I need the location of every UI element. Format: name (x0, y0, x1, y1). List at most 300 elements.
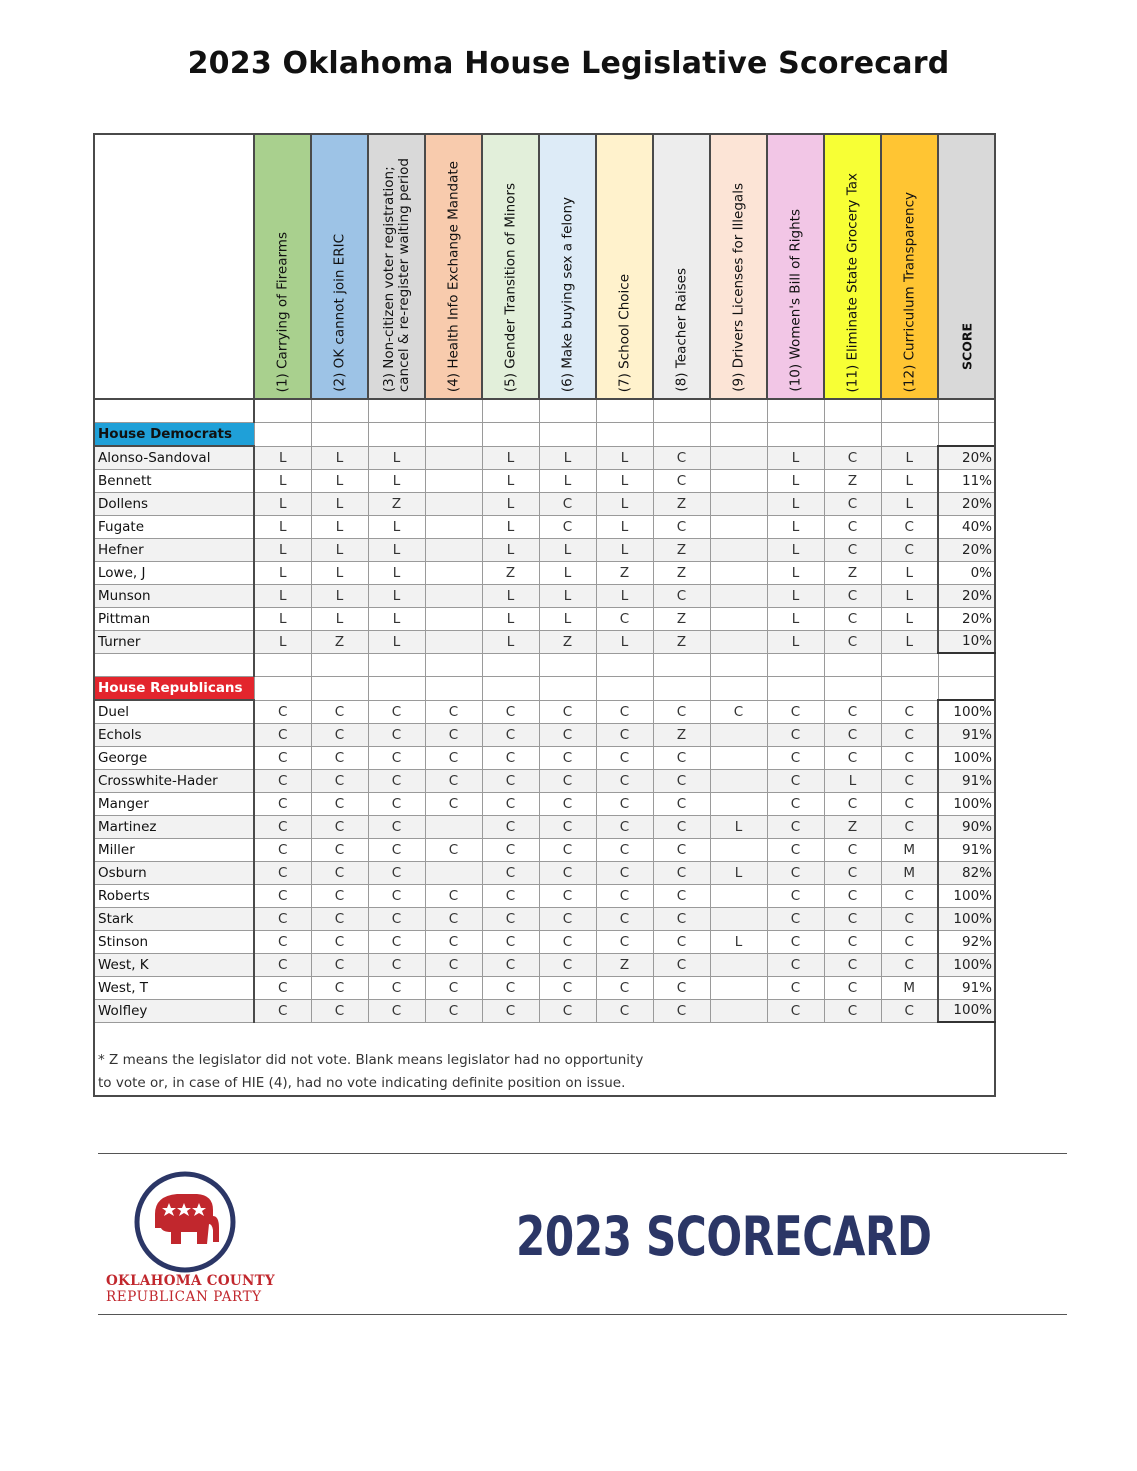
vote-cell: C (539, 515, 596, 538)
vote-cell: C (539, 884, 596, 907)
table-row (94, 815, 995, 838)
vote-cell: C (824, 907, 881, 930)
vote-cell: C (596, 607, 653, 630)
vote-cell: C (254, 907, 311, 930)
vote-cell (425, 515, 482, 538)
vote-cell: L (881, 561, 938, 584)
elephant-logo-icon (133, 1170, 237, 1274)
vote-cell: C (482, 769, 539, 792)
vote-cell: Z (311, 630, 368, 653)
vote-cell: C (539, 930, 596, 953)
score-cell: 90% (938, 815, 995, 838)
vote-cell: C (482, 884, 539, 907)
logo-text-line1: OKLAHOMA COUNTY (106, 1273, 275, 1289)
vote-cell: C (881, 700, 938, 723)
legislator-name: Stinson (94, 930, 254, 953)
vote-cell: L (482, 492, 539, 515)
vote-cell: C (425, 769, 482, 792)
vote-cell: C (368, 976, 425, 999)
score-cell: 20% (938, 538, 995, 561)
vote-cell (425, 861, 482, 884)
table-row (94, 907, 995, 930)
vote-cell: C (824, 953, 881, 976)
vote-cell: C (368, 723, 425, 746)
legislator-name: Osburn (94, 861, 254, 884)
vote-cell: C (767, 953, 824, 976)
vote-cell: L (596, 538, 653, 561)
issue-label: (8) Teacher Raises (673, 268, 689, 392)
footnote-line-2: to vote or, in case of HIE (4), had no vote indicating definite position on issue. (98, 1075, 626, 1091)
vote-cell: C (425, 907, 482, 930)
vote-cell: Z (653, 561, 710, 584)
vote-cell (710, 953, 767, 976)
vote-cell: L (254, 469, 311, 492)
section-label-republicans: House Republicans (95, 677, 254, 700)
vote-cell: C (368, 999, 425, 1022)
legislator-name: Pittman (94, 607, 254, 630)
vote-cell: L (254, 630, 311, 653)
vote-cell: C (539, 723, 596, 746)
vote-cell: C (482, 907, 539, 930)
vote-cell (710, 976, 767, 999)
vote-cell: L (881, 584, 938, 607)
vote-cell: C (653, 953, 710, 976)
vote-cell: C (311, 792, 368, 815)
vote-cell (425, 607, 482, 630)
legislator-name: Fugate (94, 515, 254, 538)
vote-cell: C (311, 861, 368, 884)
vote-cell: Z (596, 953, 653, 976)
vote-cell: C (881, 953, 938, 976)
vote-cell: C (425, 953, 482, 976)
vote-cell: C (596, 838, 653, 861)
vote-cell: C (425, 700, 482, 723)
legislator-name: West, K (94, 953, 254, 976)
vote-cell: L (368, 630, 425, 653)
vote-cell: C (254, 815, 311, 838)
vote-cell: L (881, 446, 938, 469)
vote-cell: Z (368, 492, 425, 515)
vote-cell: C (653, 976, 710, 999)
vote-cell (710, 907, 767, 930)
vote-cell: C (482, 930, 539, 953)
vote-cell: C (311, 700, 368, 723)
vote-cell: C (368, 700, 425, 723)
vote-cell (425, 469, 482, 492)
table-row (94, 884, 995, 907)
vote-cell: C (425, 792, 482, 815)
vote-cell: C (254, 769, 311, 792)
issue-label: (12) Curriculum Transparency (901, 191, 917, 392)
vote-cell: C (425, 930, 482, 953)
vote-cell: C (881, 515, 938, 538)
vote-cell: L (539, 584, 596, 607)
issue-label: (3) Non-citizen voter registration; cancel & re-register waiting period (380, 157, 412, 392)
vote-cell: C (539, 953, 596, 976)
vote-cell: C (254, 930, 311, 953)
vote-cell: C (311, 723, 368, 746)
vote-cell: C (881, 907, 938, 930)
vote-cell: C (824, 538, 881, 561)
vote-cell: Z (539, 630, 596, 653)
vote-cell: C (767, 769, 824, 792)
vote-cell: C (653, 446, 710, 469)
vote-cell: L (710, 815, 767, 838)
vote-cell: C (653, 861, 710, 884)
vote-cell: C (824, 746, 881, 769)
vote-cell: C (653, 515, 710, 538)
vote-cell: C (824, 884, 881, 907)
vote-cell: L (482, 607, 539, 630)
issue-label: (10) Women's Bill of Rights (787, 209, 803, 392)
table-row (94, 584, 995, 607)
issue-header-5 (482, 134, 539, 399)
vote-cell: L (824, 769, 881, 792)
table-row (94, 469, 995, 492)
vote-cell: C (596, 792, 653, 815)
vote-cell: C (767, 976, 824, 999)
vote-cell: C (653, 700, 710, 723)
vote-cell: C (767, 792, 824, 815)
vote-cell: L (539, 469, 596, 492)
vote-cell: L (596, 630, 653, 653)
issue-header-6 (539, 134, 596, 399)
vote-cell: C (368, 861, 425, 884)
vote-cell: C (368, 838, 425, 861)
table-row (94, 446, 995, 469)
legislator-name: Manger (94, 792, 254, 815)
vote-cell: C (539, 746, 596, 769)
vote-cell: C (767, 746, 824, 769)
vote-cell: C (881, 769, 938, 792)
vote-cell: C (824, 999, 881, 1022)
footnote-row (94, 1022, 995, 1096)
vote-cell: C (824, 723, 881, 746)
issue-header-1 (254, 134, 311, 399)
score-cell: 91% (938, 769, 995, 792)
vote-cell: L (767, 469, 824, 492)
logo-text-line2: REPUBLICAN PARTY (106, 1289, 262, 1305)
vote-cell: C (824, 930, 881, 953)
vote-cell: C (653, 930, 710, 953)
vote-cell: L (596, 492, 653, 515)
vote-cell (425, 584, 482, 607)
vote-cell: C (254, 999, 311, 1022)
vote-cell: Z (653, 630, 710, 653)
score-cell: 92% (938, 930, 995, 953)
vote-cell: C (254, 861, 311, 884)
bottom-divider (98, 1314, 1067, 1315)
vote-cell: C (482, 861, 539, 884)
vote-cell: C (311, 769, 368, 792)
spacer-row-mid (94, 653, 995, 676)
vote-cell: L (767, 561, 824, 584)
issue-header-10 (767, 134, 824, 399)
spacer-row-top (94, 399, 995, 422)
legislator-name: Miller (94, 838, 254, 861)
issue-label: (2) OK cannot join ERIC (331, 234, 347, 392)
score-cell: 10% (938, 630, 995, 653)
vote-cell: L (368, 584, 425, 607)
vote-cell (425, 561, 482, 584)
vote-cell: L (767, 607, 824, 630)
issue-label: (7) School Choice (616, 273, 632, 392)
vote-cell: L (596, 469, 653, 492)
vote-cell: L (767, 584, 824, 607)
scorecard-table (93, 133, 996, 1097)
table-row (94, 976, 995, 999)
header-name-cell (94, 134, 254, 399)
vote-cell: C (311, 999, 368, 1022)
vote-cell: C (824, 838, 881, 861)
vote-cell: L (311, 607, 368, 630)
vote-cell: C (824, 492, 881, 515)
vote-cell: C (653, 999, 710, 1022)
footer-title: 2023 SCORECARD (516, 1205, 932, 1268)
score-cell: 20% (938, 492, 995, 515)
vote-cell: L (254, 446, 311, 469)
legislator-name: Crosswhite-Hader (94, 769, 254, 792)
vote-cell: C (824, 792, 881, 815)
score-cell: 100% (938, 953, 995, 976)
legislator-name: Lowe, J (94, 561, 254, 584)
score-cell: 20% (938, 584, 995, 607)
vote-cell (710, 630, 767, 653)
issue-label: (9) Drivers Licenses for Illegals (730, 183, 746, 392)
party-logo (106, 1170, 275, 1308)
vote-cell: L (311, 469, 368, 492)
vote-cell: L (368, 446, 425, 469)
score-cell: 91% (938, 838, 995, 861)
vote-cell: Z (653, 607, 710, 630)
vote-cell: C (482, 976, 539, 999)
vote-cell: L (710, 930, 767, 953)
score-cell: 11% (938, 469, 995, 492)
vote-cell: L (596, 584, 653, 607)
issue-header-7 (596, 134, 653, 399)
vote-cell: L (596, 446, 653, 469)
vote-cell: C (881, 723, 938, 746)
vote-cell (710, 607, 767, 630)
score-cell: 82% (938, 861, 995, 884)
vote-cell: L (254, 538, 311, 561)
table-row (94, 630, 995, 653)
vote-cell: L (254, 515, 311, 538)
table-row (94, 999, 995, 1022)
vote-cell: C (482, 746, 539, 769)
issue-label: (5) Gender Transition of Minors (502, 182, 518, 392)
vote-cell (710, 561, 767, 584)
vote-cell: C (368, 953, 425, 976)
vote-cell: M (881, 976, 938, 999)
table-row (94, 953, 995, 976)
vote-cell: C (653, 769, 710, 792)
legislator-name: West, T (94, 976, 254, 999)
vote-cell: C (539, 792, 596, 815)
vote-cell: C (482, 723, 539, 746)
vote-cell: L (482, 538, 539, 561)
legislator-name: Turner (94, 630, 254, 653)
legislator-name: Roberts (94, 884, 254, 907)
vote-cell: Z (824, 469, 881, 492)
vote-cell: L (881, 630, 938, 653)
vote-cell: C (881, 538, 938, 561)
vote-cell: L (539, 446, 596, 469)
vote-cell: L (368, 607, 425, 630)
vote-cell (425, 446, 482, 469)
vote-cell: C (767, 861, 824, 884)
vote-cell: Z (824, 815, 881, 838)
vote-cell: C (824, 861, 881, 884)
top-divider (98, 1153, 1067, 1154)
vote-cell: C (596, 999, 653, 1022)
table-row (94, 746, 995, 769)
vote-cell: C (254, 723, 311, 746)
vote-cell: C (824, 515, 881, 538)
vote-cell: L (482, 446, 539, 469)
score-cell: 100% (938, 700, 995, 723)
vote-cell: C (767, 930, 824, 953)
vote-cell: C (425, 999, 482, 1022)
vote-cell: Z (653, 492, 710, 515)
vote-cell: C (368, 769, 425, 792)
score-header-label: SCORE (959, 323, 974, 370)
vote-cell: C (368, 884, 425, 907)
vote-cell: C (767, 884, 824, 907)
vote-cell: C (653, 815, 710, 838)
vote-cell: C (425, 723, 482, 746)
vote-cell: L (710, 861, 767, 884)
issue-header-8 (653, 134, 710, 399)
vote-cell: C (311, 907, 368, 930)
legislator-name: Hefner (94, 538, 254, 561)
vote-cell: C (596, 930, 653, 953)
vote-cell: C (539, 976, 596, 999)
vote-cell: C (653, 792, 710, 815)
vote-cell: C (311, 930, 368, 953)
vote-cell: C (254, 953, 311, 976)
vote-cell: C (824, 607, 881, 630)
vote-cell: L (482, 469, 539, 492)
score-cell: 100% (938, 792, 995, 815)
vote-cell: L (482, 515, 539, 538)
vote-cell: L (767, 446, 824, 469)
legislator-name: Alonso-Sandoval (94, 446, 254, 469)
vote-cell (425, 815, 482, 838)
vote-cell: L (596, 515, 653, 538)
table-row (94, 515, 995, 538)
issue-label: (6) Make buying sex a felony (559, 196, 575, 392)
vote-cell: C (254, 976, 311, 999)
table-row (94, 930, 995, 953)
vote-cell: L (539, 538, 596, 561)
vote-cell: C (368, 792, 425, 815)
footnote (94, 1022, 995, 1096)
vote-cell: Z (653, 723, 710, 746)
score-header (938, 134, 995, 399)
vote-cell: C (881, 746, 938, 769)
vote-cell: L (311, 515, 368, 538)
vote-cell: C (254, 838, 311, 861)
issue-header-4 (425, 134, 482, 399)
vote-cell: C (539, 838, 596, 861)
vote-cell: C (596, 861, 653, 884)
vote-cell: L (767, 515, 824, 538)
vote-cell: L (311, 561, 368, 584)
issue-header-12 (881, 134, 938, 399)
table-row (94, 538, 995, 561)
vote-cell: C (482, 999, 539, 1022)
vote-cell: L (311, 538, 368, 561)
vote-cell: C (653, 838, 710, 861)
vote-cell (710, 884, 767, 907)
vote-cell (710, 999, 767, 1022)
vote-cell: L (368, 561, 425, 584)
vote-cell: Z (482, 561, 539, 584)
page-title: 2023 Oklahoma House Legislative Scorecard (187, 46, 950, 81)
legislator-name: Echols (94, 723, 254, 746)
vote-cell: L (767, 492, 824, 515)
vote-cell: C (539, 999, 596, 1022)
vote-cell: C (767, 723, 824, 746)
vote-cell: C (368, 815, 425, 838)
vote-cell (710, 584, 767, 607)
vote-cell: Z (653, 538, 710, 561)
header-row (94, 134, 995, 399)
score-cell: 0% (938, 561, 995, 584)
score-cell: 100% (938, 746, 995, 769)
vote-cell: C (482, 815, 539, 838)
vote-cell: C (881, 815, 938, 838)
vote-cell: L (311, 446, 368, 469)
vote-cell: C (482, 700, 539, 723)
vote-cell: L (767, 630, 824, 653)
legislator-name: Wolfley (94, 999, 254, 1022)
vote-cell: C (653, 884, 710, 907)
vote-cell: L (482, 630, 539, 653)
section-label-democrats: House Democrats (95, 423, 254, 446)
vote-cell: M (881, 838, 938, 861)
score-cell: 100% (938, 884, 995, 907)
vote-cell: C (596, 769, 653, 792)
legislator-name: Martinez (94, 815, 254, 838)
table-row (94, 769, 995, 792)
table-row (94, 561, 995, 584)
score-cell: 20% (938, 607, 995, 630)
vote-cell: C (653, 469, 710, 492)
vote-cell: C (368, 907, 425, 930)
vote-cell: Z (596, 561, 653, 584)
vote-cell: C (767, 999, 824, 1022)
vote-cell: C (368, 746, 425, 769)
vote-cell: C (767, 907, 824, 930)
score-cell: 91% (938, 976, 995, 999)
table-row (94, 492, 995, 515)
vote-cell: C (881, 792, 938, 815)
vote-cell: C (824, 700, 881, 723)
vote-cell (710, 515, 767, 538)
vote-cell: M (881, 861, 938, 884)
section-row-republicans (94, 676, 995, 700)
vote-cell: C (596, 723, 653, 746)
vote-cell: C (767, 838, 824, 861)
vote-cell: C (311, 953, 368, 976)
vote-cell: C (425, 976, 482, 999)
vote-cell: C (824, 630, 881, 653)
vote-cell: L (482, 584, 539, 607)
vote-cell (710, 769, 767, 792)
vote-cell: C (254, 884, 311, 907)
